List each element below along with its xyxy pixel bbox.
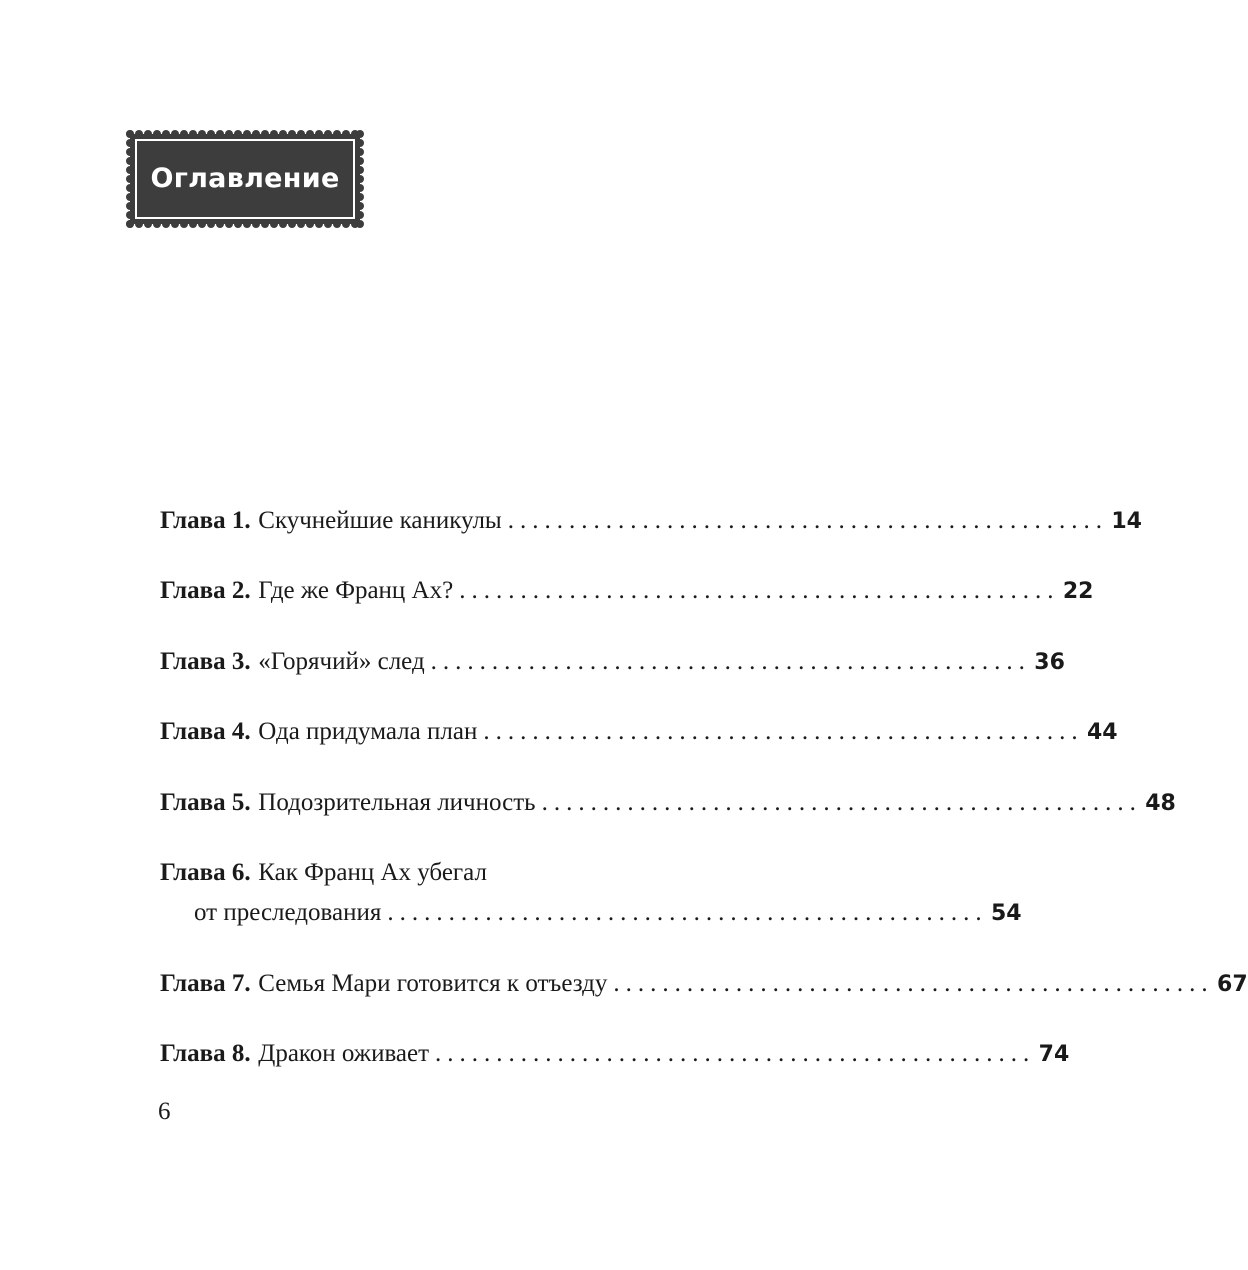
- chapter-title: Подозрительная личность: [258, 789, 536, 816]
- page-title: Оглавление: [150, 162, 340, 194]
- chapter-title-continued: от преследования: [194, 899, 382, 926]
- leader-dots: .................................................: [613, 970, 1214, 997]
- chapter-page: 22: [1062, 579, 1094, 604]
- toc-entry-8[interactable]: [160, 1033, 1070, 1073]
- leader-dots: .................................................: [459, 577, 1060, 604]
- chapter-title: Дракон оживает: [258, 1040, 430, 1067]
- chapter-label: Глава 2.: [160, 577, 251, 604]
- chapter-page: 54: [990, 901, 1022, 926]
- chapter-label: Глава 1.: [160, 507, 251, 534]
- toc-entry-5[interactable]: [160, 782, 1176, 822]
- chapter-title: Скучнейшие каникулы: [258, 507, 502, 534]
- chapter-title: Семья Мари готовится к отъезду: [258, 970, 608, 997]
- toc-entry-4[interactable]: [160, 711, 1118, 751]
- leader-dots: .................................................: [541, 789, 1142, 816]
- leader-dots: .................................................: [507, 507, 1108, 534]
- chapter-label: Глава 8.: [160, 1040, 251, 1067]
- chapter-label: Глава 6.: [160, 859, 251, 886]
- chapter-label: Глава 7.: [160, 970, 251, 997]
- chapter-page: 36: [1034, 650, 1065, 675]
- chapter-title: Где же Франц Ах?: [258, 577, 454, 604]
- toc-entry-2[interactable]: [160, 570, 1094, 610]
- leader-dots: .................................................: [435, 1040, 1036, 1067]
- chapter-page: 48: [1145, 791, 1176, 816]
- title-stamp: [124, 128, 366, 232]
- toc-entry-7[interactable]: [160, 963, 1248, 1003]
- chapter-label: Глава 3.: [160, 648, 251, 675]
- chapter-page: 14: [1111, 509, 1142, 534]
- chapter-page: 67: [1217, 972, 1248, 997]
- chapter-title: «Горячий» след: [258, 648, 425, 675]
- toc-entry-6[interactable]: [160, 852, 1022, 934]
- chapter-title: Ода придумала план: [258, 718, 478, 745]
- leader-dots: .................................................: [387, 899, 988, 926]
- leader-dots: .................................................: [483, 718, 1084, 745]
- leader-dots: .................................................: [430, 648, 1031, 675]
- page-number: 6: [158, 1098, 171, 1125]
- chapter-page: 44: [1086, 720, 1118, 745]
- chapter-title: Как Франц Ах убегал: [258, 859, 487, 886]
- chapter-label: Глава 4.: [160, 718, 251, 745]
- toc-entry-1[interactable]: [160, 500, 1142, 540]
- chapter-page: 74: [1038, 1042, 1070, 1067]
- toc-entry-3[interactable]: [160, 641, 1065, 681]
- chapter-label: Глава 5.: [160, 789, 251, 816]
